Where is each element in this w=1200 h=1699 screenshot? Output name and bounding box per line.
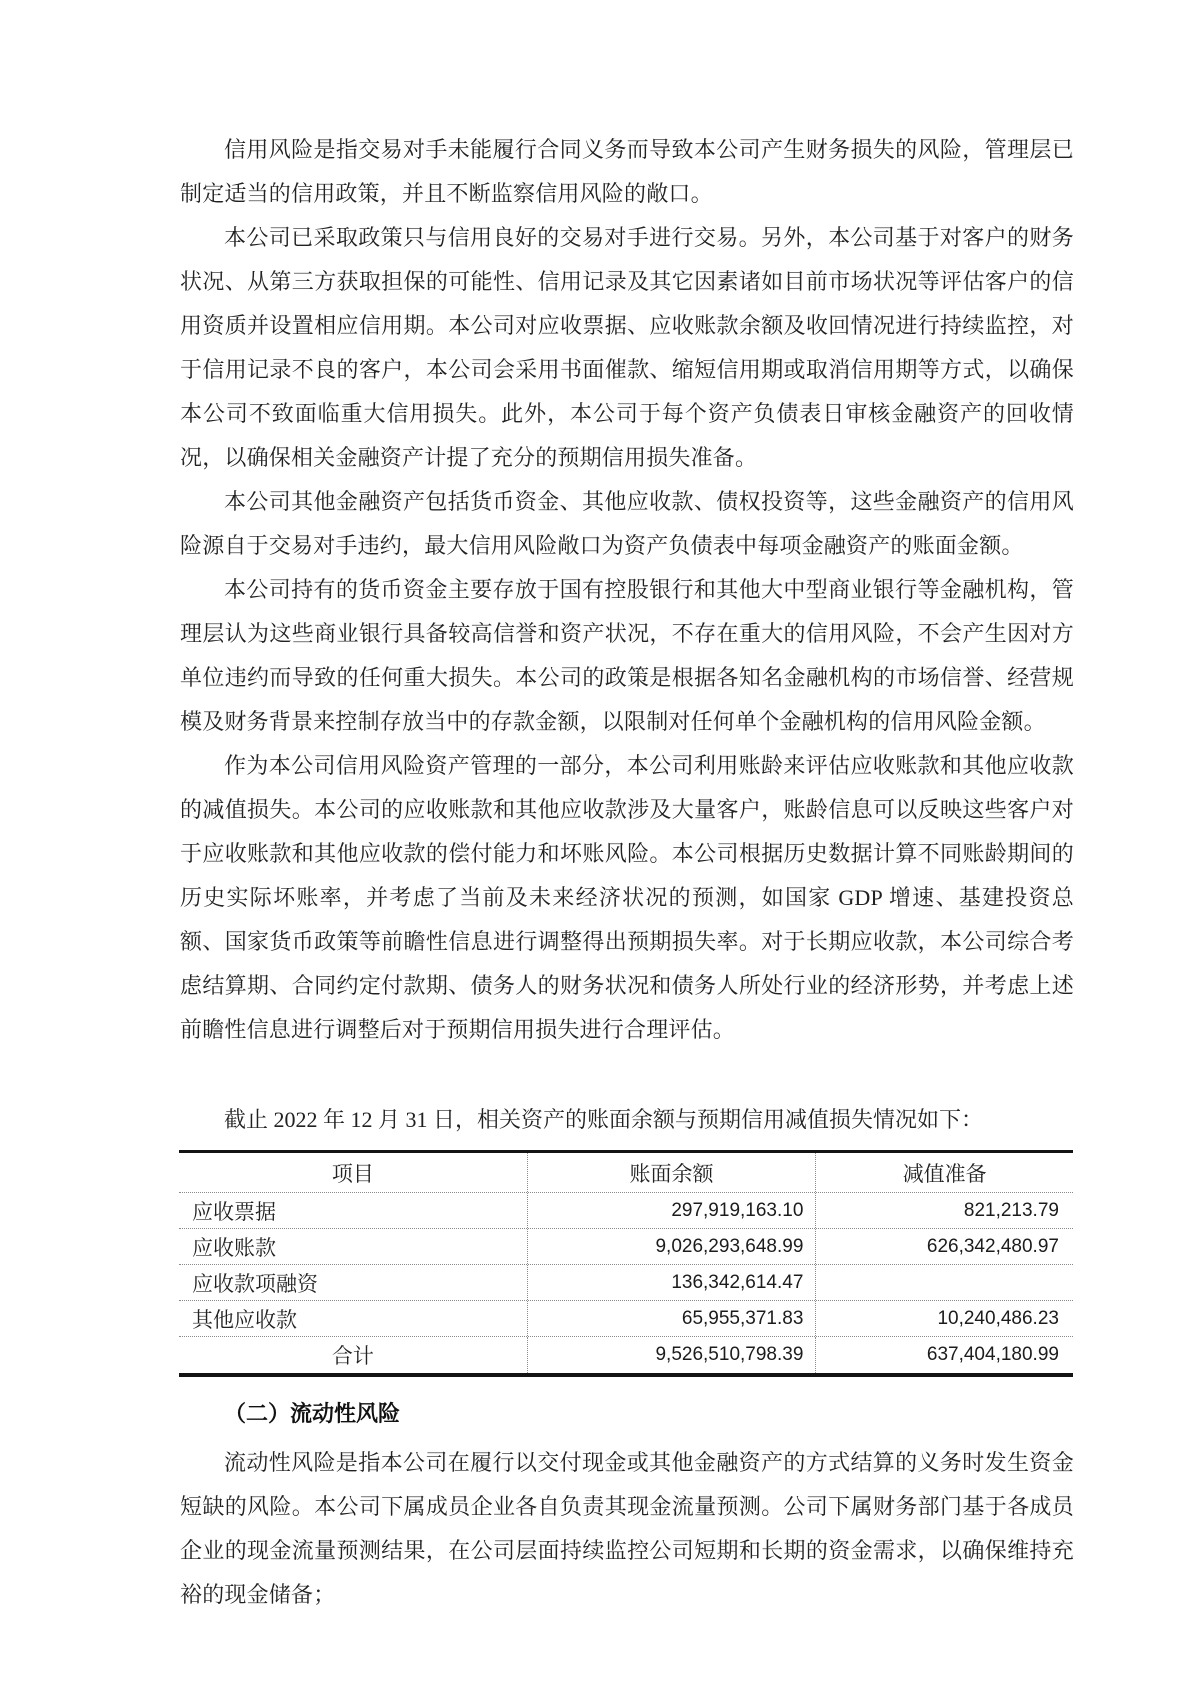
table-total-row (179, 1337, 1073, 1373)
row-balance-value: 9,026,293,648.99 (528, 1229, 817, 1264)
credit-risk-paragraph-3: 本公司其他金融资产包括货币资金、其他应收款、债权投资等，这些金融资产的信用风险源自于交易对手违约，最大信用风险敞口为资产负债表中每项金融资产的账面金额。 (180, 489, 1074, 558)
credit-risk-paragraph-1: 信用风险是指交易对手未能履行合同义务而导致本公司产生财务损失的风险，管理层已制定适当的信用政策，并且不断监察信用风险的敞口。 (180, 137, 1074, 206)
table-header-item: 项目 (179, 1153, 528, 1192)
table-row (179, 1265, 1073, 1301)
row-balance-value: 136,342,614.47 (528, 1265, 817, 1300)
credit-risk-paragraph-4: 本公司持有的货币资金主要存放于国有控股银行和其他大中型商业银行等金融机构，管理层认为这些商业银行具备较高信誉和资产状况，不存在重大的信用风险，不会产生因对方单位违约而导致的任何重大损失。本公司的政策是根据各知名金融机构的市场信誉、经营规模及财务背景来控制存放当中的存款金额，以限制对任何单个金融机构的信用风险金额。 (180, 577, 1074, 734)
row-item-label: 应收款项融资 (179, 1265, 528, 1300)
total-balance-value: 9,526,510,798.39 (528, 1337, 817, 1373)
table-header-balance: 账面余额 (528, 1153, 817, 1192)
total-row-label: 合计 (179, 1337, 528, 1373)
row-balance-value: 297,919,163.10 (528, 1193, 817, 1228)
row-impairment-value: 821,213.79 (963, 1199, 1059, 1221)
row-item-label: 应收票据 (179, 1193, 528, 1228)
liquidity-risk-heading: （二）流动性风险 (224, 1401, 401, 1426)
row-balance-value: 65,955,371.83 (528, 1301, 817, 1336)
table-row (179, 1193, 1073, 1229)
row-impairment-value (816, 1265, 1073, 1300)
table-row (179, 1229, 1073, 1265)
table-header-impairment: 减值准备 (902, 1161, 987, 1186)
liquidity-risk-paragraph-1: 流动性风险是指本公司在履行以交付现金或其他金融资产的方式结算的义务时发生资金短缺的风险。本公司下属成员企业各自负责其现金流量预测。公司下属财务部门基于各成员企业的现金流量预测结果，在公司层面持续监控公司短期和长期的资金需求，以确保维持充裕的现金储备； (180, 1450, 1074, 1607)
row-item-label: 其他应收款 (179, 1301, 528, 1336)
row-item-label: 应收账款 (179, 1229, 528, 1264)
page-content (180, 128, 1074, 1617)
credit-risk-paragraph-5: 作为本公司信用风险资产管理的一部分，本公司利用账龄来评估应收账款和其他应收款的减值损失。本公司的应收账款和其他应收款涉及大量客户，账龄信息可以反映这些客户对于应收账款和其他应收款的偿付能力和坏账风险。本公司根据历史数据计算不同账龄期间的历史实际坏账率，并考虑了当前及未来经济状况的预测，如国家 GDP 增速、基建投资总额、国家货币政策等前瞻性信息进行调整得出预期损失率。对于长期应收款，本公司综合考虑结算期、合同约定付款期、债务人的财务状况和债务人所处行业的经济形势，并考虑上述前瞻性信息进行调整后对于预期信用损失进行合理评估。 (180, 753, 1074, 1042)
credit-risk-paragraph-2: 本公司已采取政策只与信用良好的交易对手进行交易。另外，本公司基于对客户的财务状况、从第三方获取担保的可能性、信用记录及其它因素诸如目前市场状况等评估客户的信用资质并设置相应信用期。本公司对应收票据、应收账款余额及收回情况进行持续监控，对于信用记录不良的客户，本公司会采用书面催款、缩短信用期或取消信用期等方式，以确保本公司不致面临重大信用损失。此外，本公司于每个资产负债表日审核金融资产的回收情况，以确保相关金融资产计提了充分的预期信用损失准备。 (180, 225, 1074, 470)
table-row (179, 1301, 1073, 1337)
row-impairment-value: 626,342,480.97 (926, 1235, 1059, 1257)
impairment-table (179, 1150, 1073, 1377)
table-header-row (179, 1153, 1073, 1193)
table-intro-line: 截止 2022 年 12 月 31 日，相关资产的账面余额与预期信用减值损失情况如下： (224, 1107, 984, 1132)
row-impairment-value: 10,240,486.23 (937, 1307, 1059, 1329)
total-impairment-value: 637,404,180.99 (926, 1344, 1059, 1365)
